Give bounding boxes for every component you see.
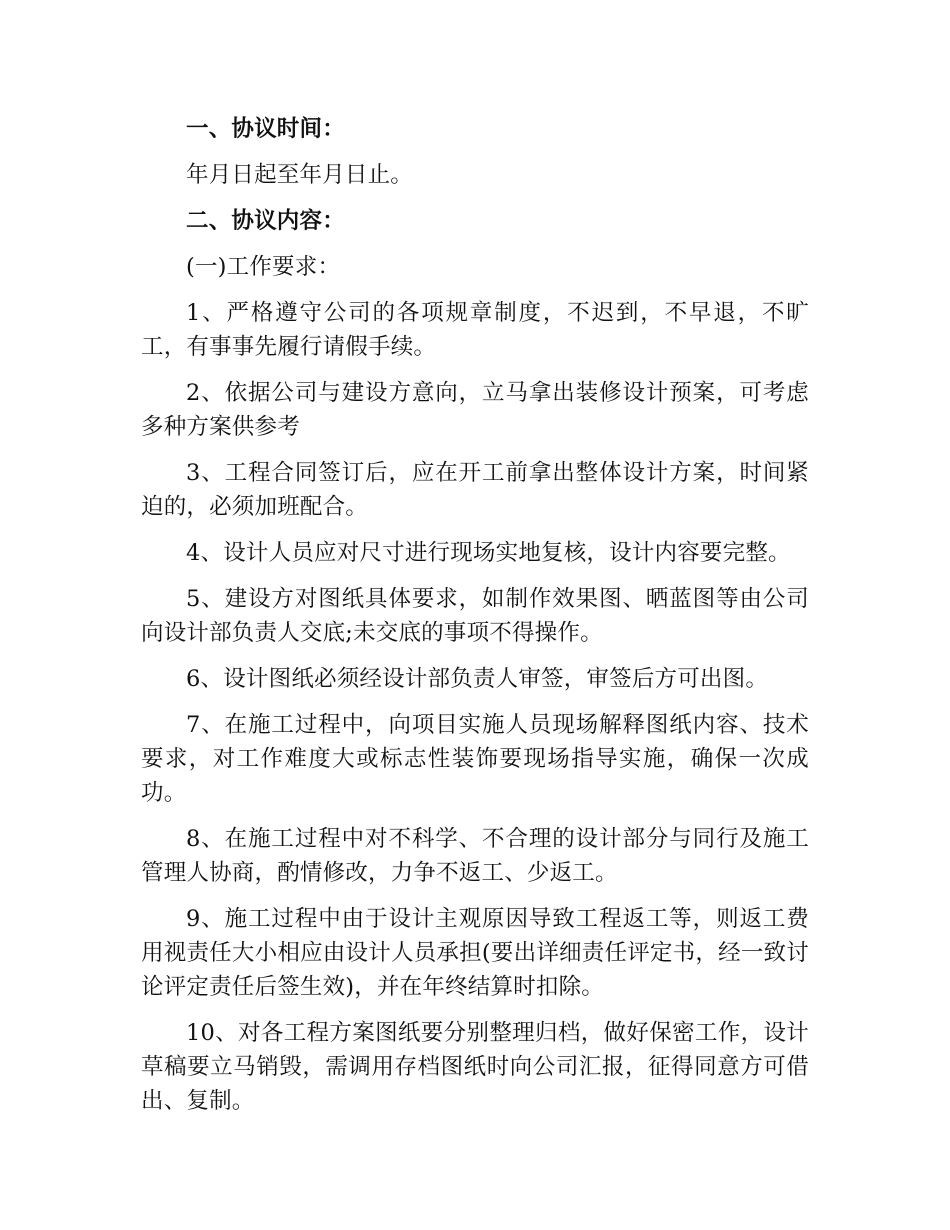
section-heading-agreement-period: 一、协议时间： (186, 116, 345, 142)
requirement-item-9: 9、施工过程中由于设计主观原因导致工程返工等，则返工费用视责任大小相应由设计人员承担(要出详细责任评定书，经一致讨论评定责任后签生效)，并在年终结算时扣除。 (141, 906, 809, 1000)
requirement-item-3: 3、工程合同签订后，应在开工前拿出整体设计方案，时间紧迫的，必须加班配合。 (141, 460, 809, 520)
agreement-period-text: 年月日起至年月日止。 (186, 162, 414, 188)
requirement-item-7: 7、在施工过程中，向项目实施人员现场解释图纸内容、技术要求，对工作难度大或标志性装饰要现场指导实施，确保一次成功。 (141, 712, 809, 806)
section-heading-agreement-content: 二、协议内容： (186, 208, 345, 234)
requirement-item-10: 10、对各工程方案图纸要分别整理归档，做好保密工作，设计草稿要立马销毁，需调用存档图纸时向公司汇报，征得同意方可借出、复制。 (141, 1020, 809, 1114)
requirement-item-5: 5、建设方对图纸具体要求，如制作效果图、晒蓝图等由公司向设计部负责人交底;未交底的事项不得操作。 (141, 586, 809, 646)
subsection-heading-work-requirements: (一)工作要求： (186, 254, 341, 280)
requirement-item-1: 1、严格遵守公司的各项规章制度，不迟到，不早退，不旷工，有事事先履行请假手续。 (141, 300, 809, 360)
requirement-item-8: 8、在施工过程中对不科学、不合理的设计部分与同行及施工管理人协商，酌情修改，力争不返工、少返工。 (141, 826, 809, 886)
requirement-item-6: 6、设计图纸必须经设计部负责人审签，审签后方可出图。 (186, 666, 769, 692)
requirement-item-4: 4、设计人员应对尺寸进行现场实地复核，设计内容要完整。 (186, 540, 791, 566)
document-body (141, 112, 809, 1130)
requirement-item-2: 2、依据公司与建设方意向，立马拿出装修设计预案，可考虑多种方案供参考 (141, 380, 809, 440)
